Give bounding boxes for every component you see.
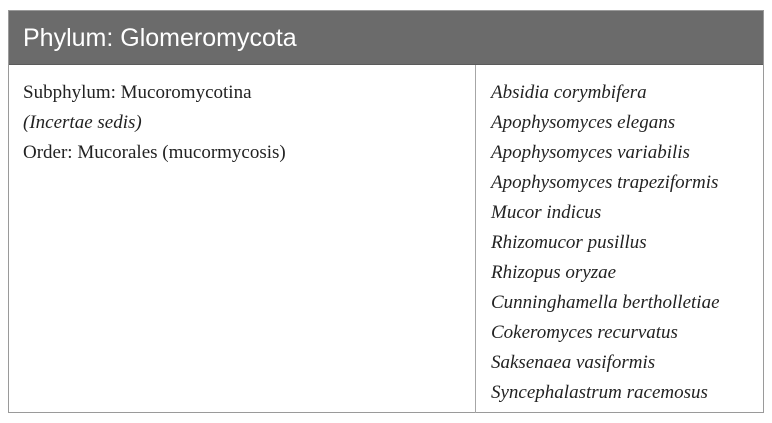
species-item: Mucor indicus xyxy=(491,202,602,223)
species-item: Saksenaea vasiformis xyxy=(491,352,656,373)
incertae-sedis-label: (Incertae sedis) xyxy=(23,112,142,133)
species-item: Cokeromyces recurvatus xyxy=(491,322,678,343)
species-item: Rhizopus oryzae xyxy=(491,262,617,283)
table-header xyxy=(9,11,763,65)
species-item: Cunninghamella bertholletiae xyxy=(491,292,720,313)
species-item: Apophysomyces elegans xyxy=(491,112,676,133)
species-item: Apophysomyces variabilis xyxy=(491,142,690,163)
species-item: Syncephalastrum racemosus xyxy=(491,382,708,403)
species-list xyxy=(491,78,759,408)
classification-cell xyxy=(23,78,463,168)
taxonomy-table xyxy=(8,10,764,413)
order-label: Order: Mucorales (mucormycosis) xyxy=(23,142,286,163)
species-item: Absidia corymbifera xyxy=(491,82,647,103)
column-divider xyxy=(475,65,476,413)
phylum-title: Phylum: Glomeromycota xyxy=(23,24,297,52)
species-item: Rhizomucor pusillus xyxy=(491,232,647,253)
subphylum-label: Subphylum: Mucoromycotina xyxy=(23,82,252,103)
species-item: Apophysomyces trapeziformis xyxy=(491,172,719,193)
